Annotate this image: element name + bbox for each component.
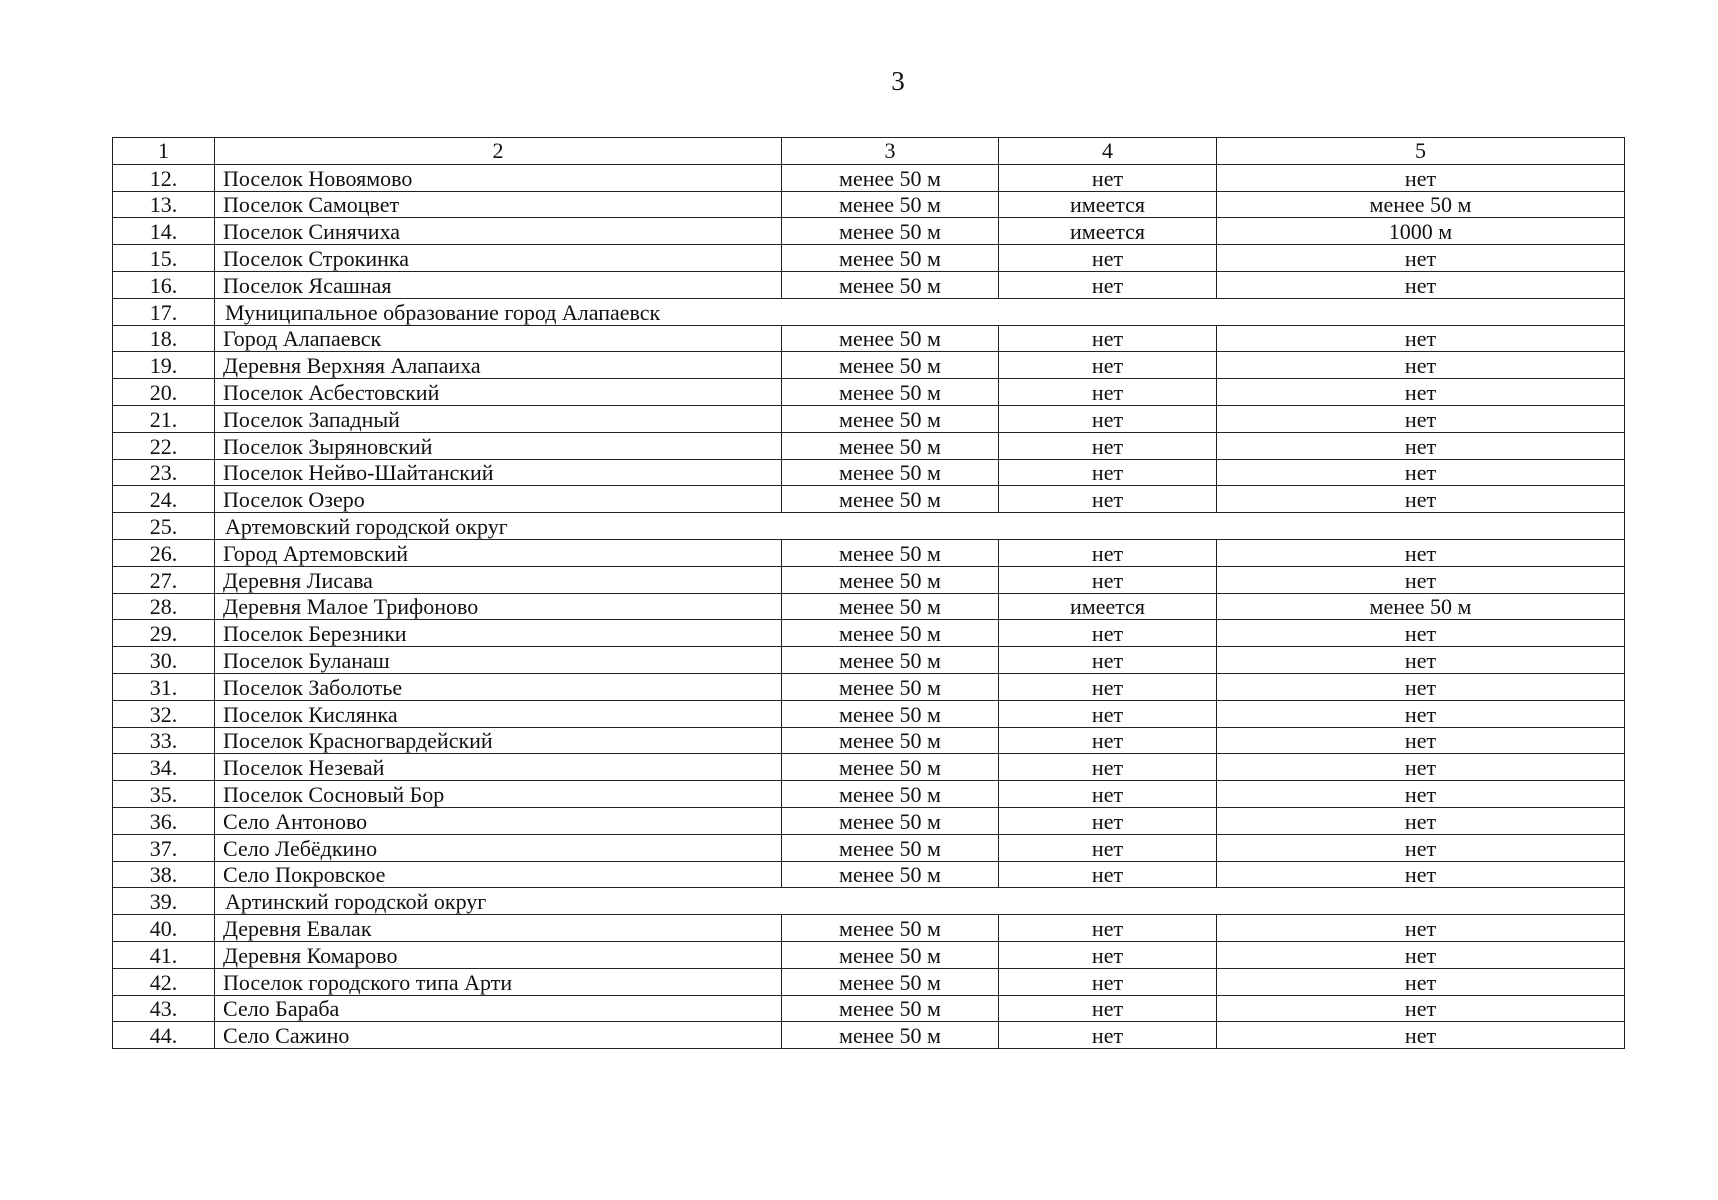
cell-col-3: менее 50 м [782,968,999,995]
cell-col-5: нет [1217,459,1625,486]
cell-col-4: нет [999,432,1217,459]
settlement-name: Село Сажино [215,1022,782,1049]
table-row [113,191,1625,218]
cell-col-4: нет [999,968,1217,995]
table-row [113,754,1625,781]
settlement-name: Поселок Нейво-Шайтанский [215,459,782,486]
cell-col-3: менее 50 м [782,218,999,245]
cell-col-5: менее 50 м [1217,191,1625,218]
column-header-1: 1 [113,138,215,165]
settlement-name: Город Артемовский [215,539,782,566]
cell-col-3: менее 50 м [782,647,999,674]
table-row [113,995,1625,1022]
cell-col-5: нет [1217,1022,1625,1049]
cell-col-3: менее 50 м [782,325,999,352]
row-number: 16. [113,271,215,298]
settlement-name: Поселок Самоцвет [215,191,782,218]
column-header-3: 3 [782,138,999,165]
cell-col-3: менее 50 м [782,271,999,298]
cell-col-5: нет [1217,754,1625,781]
table-group-row [113,888,1625,915]
settlement-name: Село Лебёдкино [215,834,782,861]
row-number: 17. [113,298,215,325]
cell-col-5: нет [1217,620,1625,647]
cell-col-5: нет [1217,432,1625,459]
cell-col-5: нет [1217,834,1625,861]
row-number: 36. [113,807,215,834]
row-number: 22. [113,432,215,459]
cell-col-4: нет [999,271,1217,298]
column-header-4: 4 [999,138,1217,165]
table-group-row [113,513,1625,540]
cell-col-4: нет [999,325,1217,352]
settlement-name: Поселок Асбестовский [215,379,782,406]
cell-col-3: менее 50 м [782,620,999,647]
row-number: 37. [113,834,215,861]
cell-col-5: нет [1217,486,1625,513]
cell-col-5: менее 50 м [1217,593,1625,620]
cell-col-3: менее 50 м [782,566,999,593]
cell-col-5: нет [1217,245,1625,272]
row-number: 42. [113,968,215,995]
cell-col-5: нет [1217,700,1625,727]
cell-col-5: нет [1217,861,1625,888]
cell-col-5: нет [1217,566,1625,593]
row-number: 15. [113,245,215,272]
cell-col-4: нет [999,352,1217,379]
table-group-row [113,298,1625,325]
cell-col-5: нет [1217,405,1625,432]
cell-col-3: менее 50 м [782,405,999,432]
settlement-name: Поселок Сосновый Бор [215,781,782,808]
cell-col-4: нет [999,1022,1217,1049]
settlement-name: Деревня Лисава [215,566,782,593]
cell-col-5: нет [1217,379,1625,406]
settlement-name: Поселок Березники [215,620,782,647]
settlement-name: Поселок Буланаш [215,647,782,674]
settlement-name: Поселок Озеро [215,486,782,513]
settlement-name: Поселок Ясашная [215,271,782,298]
cell-col-3: менее 50 м [782,245,999,272]
table-row [113,379,1625,406]
table-row [113,271,1625,298]
cell-col-4: нет [999,673,1217,700]
table-row [113,647,1625,674]
row-number: 29. [113,620,215,647]
cell-col-4: нет [999,164,1217,191]
cell-col-4: имеется [999,593,1217,620]
cell-col-4: нет [999,727,1217,754]
group-name: Муниципальное образование город Алапаевск [215,298,1625,325]
row-number: 28. [113,593,215,620]
settlement-name: Поселок Западный [215,405,782,432]
settlement-name: Город Алапаевск [215,325,782,352]
settlement-name: Деревня Верхняя Алапаиха [215,352,782,379]
cell-col-4: нет [999,915,1217,942]
cell-col-3: менее 50 м [782,807,999,834]
cell-col-5: нет [1217,673,1625,700]
row-number: 41. [113,941,215,968]
row-number: 32. [113,700,215,727]
cell-col-5: нет [1217,915,1625,942]
table-row [113,405,1625,432]
row-number: 43. [113,995,215,1022]
cell-col-3: менее 50 м [782,164,999,191]
settlement-name: Деревня Комарово [215,941,782,968]
cell-col-4: нет [999,459,1217,486]
settlement-name: Поселок Строкинка [215,245,782,272]
cell-col-4: нет [999,700,1217,727]
cell-col-5: нет [1217,325,1625,352]
settlement-name: Поселок Заболотье [215,673,782,700]
cell-col-4: нет [999,566,1217,593]
row-number: 24. [113,486,215,513]
row-number: 18. [113,325,215,352]
row-number: 19. [113,352,215,379]
cell-col-3: менее 50 м [782,1022,999,1049]
table-row [113,486,1625,513]
settlement-name: Поселок Красногвардейский [215,727,782,754]
cell-col-5: нет [1217,968,1625,995]
row-number: 30. [113,647,215,674]
table-row [113,727,1625,754]
table-row [113,915,1625,942]
cell-col-5: нет [1217,539,1625,566]
settlement-name: Поселок Зыряновский [215,432,782,459]
cell-col-4: нет [999,486,1217,513]
table-row [113,245,1625,272]
cell-col-4: нет [999,245,1217,272]
cell-col-3: менее 50 м [782,781,999,808]
row-number: 27. [113,566,215,593]
cell-col-3: менее 50 м [782,995,999,1022]
cell-col-4: нет [999,781,1217,808]
table-row [113,781,1625,808]
row-number: 31. [113,673,215,700]
cell-col-3: менее 50 м [782,700,999,727]
cell-col-5: нет [1217,941,1625,968]
page-number: 3 [891,66,905,96]
cell-col-4: нет [999,754,1217,781]
cell-col-3: менее 50 м [782,593,999,620]
settlement-name: Село Бараба [215,995,782,1022]
table-row [113,673,1625,700]
cell-col-3: менее 50 м [782,727,999,754]
table-row [113,539,1625,566]
row-number: 14. [113,218,215,245]
table-row [113,807,1625,834]
row-number: 23. [113,459,215,486]
row-number: 40. [113,915,215,942]
cell-col-3: менее 50 м [782,754,999,781]
cell-col-4: нет [999,647,1217,674]
cell-col-3: менее 50 м [782,915,999,942]
cell-col-4: нет [999,405,1217,432]
group-name: Артинский городской округ [215,888,1625,915]
row-number: 26. [113,539,215,566]
cell-col-5: нет [1217,164,1625,191]
column-header-5: 5 [1217,138,1625,165]
cell-col-3: менее 50 м [782,486,999,513]
cell-col-4: нет [999,995,1217,1022]
settlement-name: Поселок Синячиха [215,218,782,245]
cell-col-3: менее 50 м [782,861,999,888]
cell-col-5: нет [1217,647,1625,674]
column-header-2: 2 [215,138,782,165]
table-row [113,1022,1625,1049]
table-row [113,164,1625,191]
cell-col-5: 1000 м [1217,218,1625,245]
row-number: 39. [113,888,215,915]
cell-col-5: нет [1217,781,1625,808]
table-row [113,352,1625,379]
settlement-name: Поселок Новоямово [215,164,782,191]
settlement-name: Деревня Евалак [215,915,782,942]
cell-col-5: нет [1217,352,1625,379]
group-name: Артемовский городской округ [215,513,1625,540]
row-number: 33. [113,727,215,754]
cell-col-3: менее 50 м [782,673,999,700]
cell-col-3: менее 50 м [782,834,999,861]
settlement-name: Поселок городского типа Арти [215,968,782,995]
row-number: 12. [113,164,215,191]
settlement-name: Деревня Малое Трифоново [215,593,782,620]
cell-col-3: менее 50 м [782,941,999,968]
table-row [113,834,1625,861]
table-row [113,459,1625,486]
cell-col-4: нет [999,861,1217,888]
cell-col-3: менее 50 м [782,432,999,459]
table-row [113,325,1625,352]
cell-col-4: имеется [999,191,1217,218]
table-row [113,861,1625,888]
row-number: 25. [113,513,215,540]
settlement-name: Поселок Кислянка [215,700,782,727]
table-row [113,700,1625,727]
cell-col-4: нет [999,834,1217,861]
cell-col-5: нет [1217,807,1625,834]
cell-col-5: нет [1217,995,1625,1022]
cell-col-4: нет [999,807,1217,834]
row-number: 38. [113,861,215,888]
cell-col-4: имеется [999,218,1217,245]
row-number: 13. [113,191,215,218]
cell-col-4: нет [999,620,1217,647]
row-number: 21. [113,405,215,432]
table-row [113,968,1625,995]
table-header-row [113,138,1625,165]
table-row [113,593,1625,620]
settlements-table [112,137,1625,1049]
table-row [113,941,1625,968]
cell-col-3: менее 50 м [782,459,999,486]
table-body [113,138,1625,1049]
cell-col-3: менее 50 м [782,191,999,218]
row-number: 34. [113,754,215,781]
cell-col-3: менее 50 м [782,539,999,566]
table-row [113,566,1625,593]
settlement-name: Поселок Незевай [215,754,782,781]
settlement-name: Село Антоново [215,807,782,834]
cell-col-4: нет [999,539,1217,566]
table-row [113,218,1625,245]
cell-col-3: менее 50 м [782,379,999,406]
row-number: 35. [113,781,215,808]
cell-col-5: нет [1217,727,1625,754]
table-row [113,620,1625,647]
cell-col-3: менее 50 м [782,352,999,379]
cell-col-5: нет [1217,271,1625,298]
cell-col-4: нет [999,941,1217,968]
table-row [113,432,1625,459]
settlement-name: Село Покровское [215,861,782,888]
row-number: 44. [113,1022,215,1049]
row-number: 20. [113,379,215,406]
cell-col-4: нет [999,379,1217,406]
